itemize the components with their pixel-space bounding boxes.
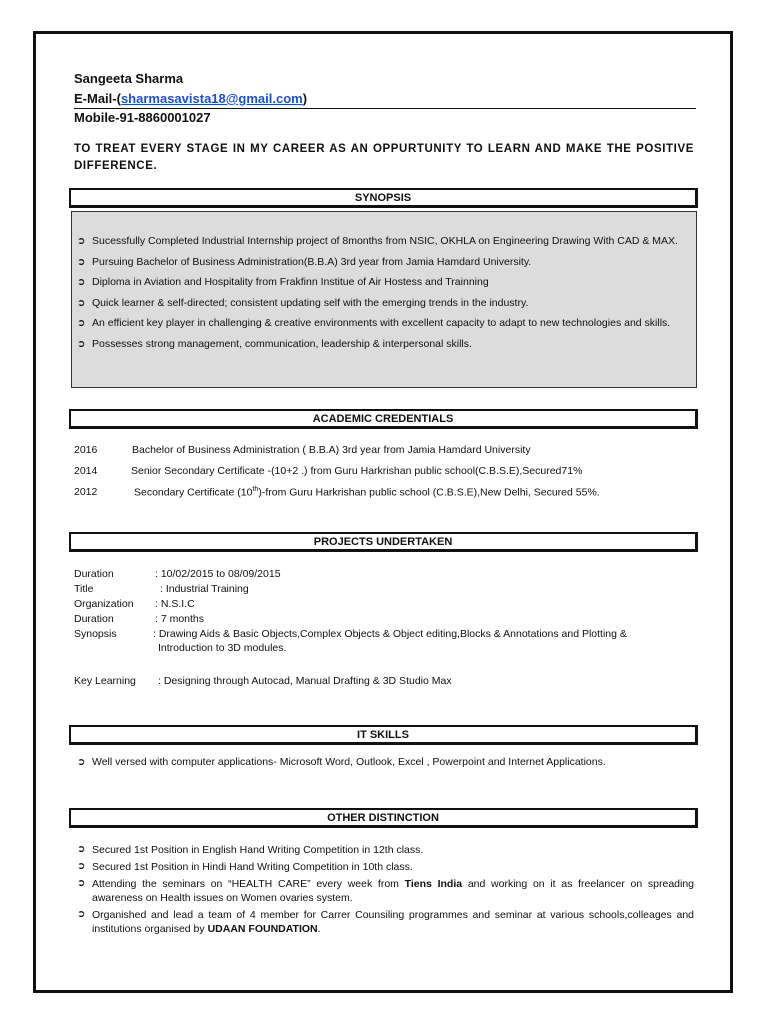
projects-heading: PROJECTS UNDERTAKEN <box>69 532 698 552</box>
mobile-number: Mobile-91-8860001027 <box>74 110 211 125</box>
list-item: ➲ Possesses strong management, communication, leadership & interpersonal skills. <box>74 336 696 353</box>
academic-year: 2016 <box>74 444 98 456</box>
arrow-bullet-icon: ➲ <box>77 338 86 350</box>
synopsis-heading: SYNOPSIS <box>69 188 698 208</box>
arrow-bullet-icon: ➲ <box>77 909 86 920</box>
list-item: ➲ Sucessfully Completed Industrial Internship project of 8months from NSIC, OKHLA on Engineering Drawing With CAD & MAX. <box>74 233 696 250</box>
email-prefix: E-Mail-( <box>74 91 121 106</box>
arrow-bullet-icon: ➲ <box>77 844 86 855</box>
arrow-bullet-icon: ➲ <box>77 861 86 872</box>
academic-year: 2012 <box>74 486 98 498</box>
candidate-name: Sangeeta Sharma <box>74 71 184 86</box>
career-objective: TO TREAT EVERY STAGE IN MY CAREER AS AN OPPURTUNITY TO LEARN AND MAKE THE POSITIVE DIFFERENCE. <box>74 143 694 172</box>
arrow-bullet-icon: ➲ <box>77 757 86 768</box>
list-item: ➲ Attending the seminars on “HEALTH CARE” every week from Tiens India and working on it as freelancer on spreading awareness on Health issues on Women ovaries system. <box>77 878 695 904</box>
list-item: ➲ An efficient key player in challenging & creative environments with excellent capacity to adapt to new technologies and skills. <box>74 315 696 332</box>
it-skills-heading: IT SKILLS <box>69 725 698 745</box>
it-skills-list <box>74 754 696 771</box>
academic-heading: ACADEMIC CREDENTIALS <box>69 409 698 429</box>
arrow-bullet-icon: ➲ <box>77 236 86 247</box>
list-item: ➲ Secured 1st Position in English Hand Writing Competition in 12th class. <box>77 844 424 856</box>
email-suffix: ) <box>302 91 308 106</box>
list-item: ➲ Pursuing Bachelor of Business Administration(B.B.A) 3rd year from Jamia Hamdard University. <box>74 254 696 271</box>
email-link[interactable]: sharmasavista18@gmail.com <box>120 91 303 106</box>
synopsis-list <box>74 233 696 356</box>
arrow-bullet-icon: ➲ <box>77 297 86 309</box>
academic-desc: Secondary Certificate (10th)-from Guru Harkrishan public school (C.B.S.E),New Delhi, Secured 55%. <box>134 486 600 499</box>
arrow-bullet-icon: ➲ <box>77 277 86 288</box>
list-item: ➲ Well versed with computer applications- Microsoft Word, Outlook, Excel , Powerpoint and Internet Applications. <box>74 754 696 771</box>
list-item: ➲ Quick learner & self-directed; consistent updating self with the emerging trends in the industry. <box>74 295 696 312</box>
academic-desc: Senior Secondary Certificate -(10+2 .) from Guru Harkrishan public school(C.B.S.E),Secured71% <box>131 465 583 477</box>
list-item: ➲ Organished and lead a team of 4 member for Carrer Counsiling programmes and seminar at various schools,colleages and institutions organised by UDAAN FOUNDATION. <box>77 909 694 935</box>
list-item: ➲ Diploma in Aviation and Hospitality from Frakfinn Institue of Air Hostess and Trainning <box>74 274 696 291</box>
academic-year: 2014 <box>74 465 98 477</box>
academic-desc: Bachelor of Business Administration ( B.B.A) 3rd year from Jamia Hamdard University <box>132 444 531 456</box>
arrow-bullet-icon: ➲ <box>77 318 86 329</box>
arrow-bullet-icon: ➲ <box>77 256 86 268</box>
other-distinction-heading: OTHER DISTINCTION <box>69 808 698 828</box>
list-item: ➲ Secured 1st Position in Hindi Hand Writing Competition in 10th class. <box>77 861 413 873</box>
other-distinction-list <box>74 843 694 939</box>
email-line <box>74 91 696 109</box>
arrow-bullet-icon: ➲ <box>77 878 86 889</box>
